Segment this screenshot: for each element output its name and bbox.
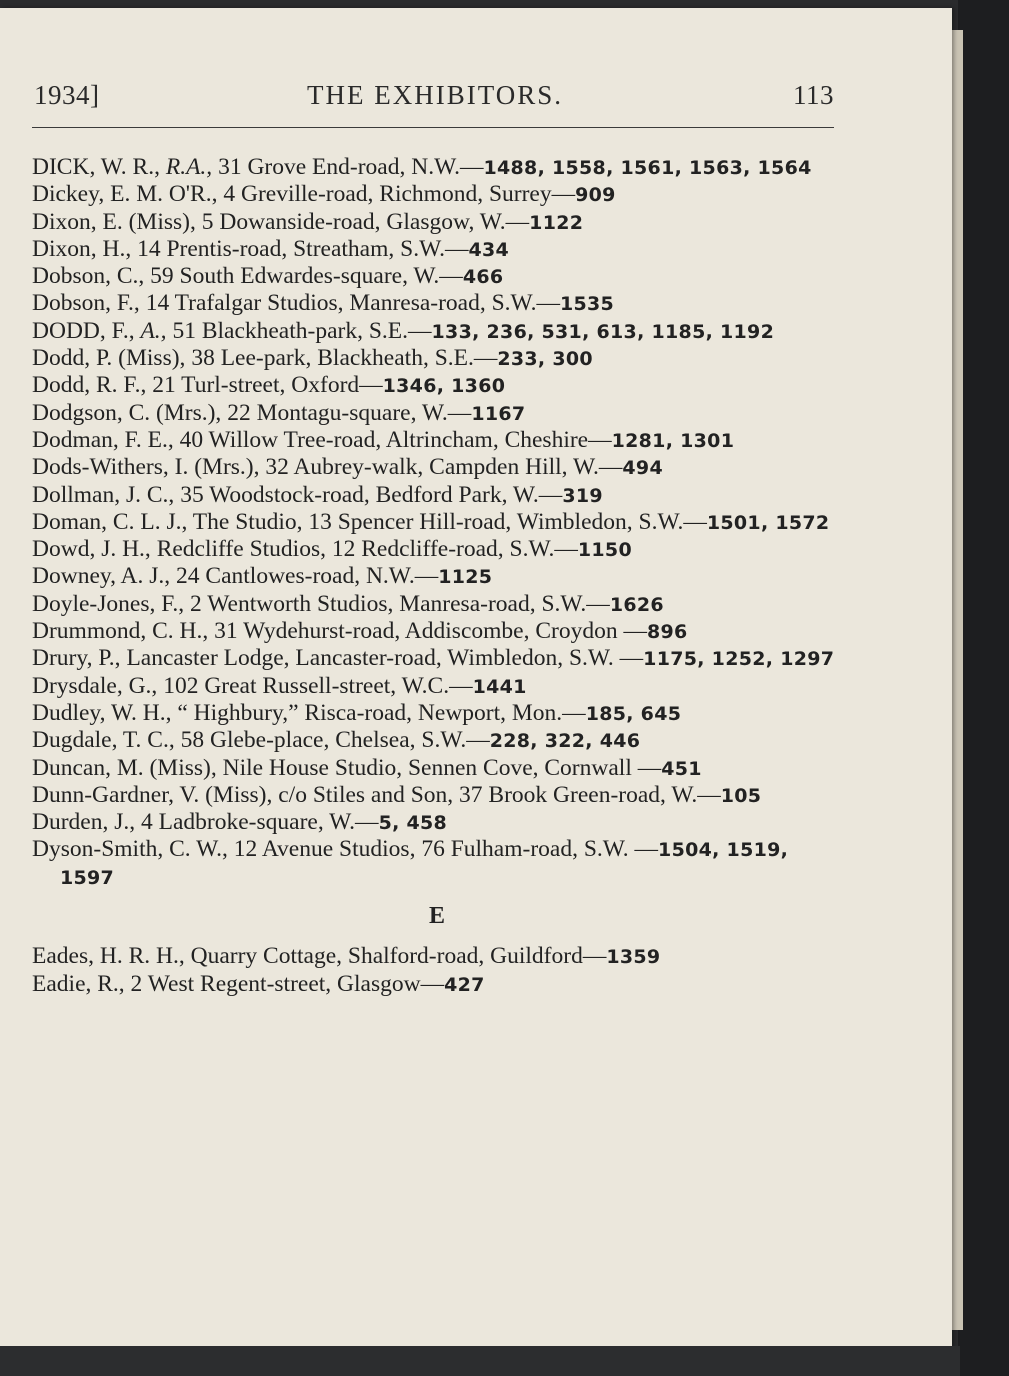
academy-title: R.A., [165,154,213,180]
catalogue-numbers: 434 [468,238,510,261]
exhibitor-name: Dixon, E. (Miss), [32,208,196,235]
exhibitor-address: 59 South Edwardes-square, W.— [144,263,463,290]
exhibitor-entry [32,809,842,836]
exhibitor-entry [32,181,842,208]
entries-d [32,154,842,891]
exhibitor-entry [32,700,842,727]
catalogue-numbers: 1504, 1519, 1597 [60,839,789,889]
exhibitor-address: 102 Great Russell-street, W.C.— [157,672,473,699]
exhibitor-name: Dunn-Gardner, V. (Miss), [32,781,273,808]
exhibitor-address: “ Highbury,” Risca-road, Newport, Mon.— [171,699,586,726]
entries-e [32,943,842,998]
exhibitor-address: 12 Avenue Studios, 76 Fulham-road, S.W. — [227,836,659,863]
exhibitor-name: Duncan, M. (Miss), [32,754,217,781]
exhibitor-name: Dodd, R. F., [32,372,147,399]
exhibitor-name: Dudley, W. H., [32,699,172,726]
exhibitor-entry [32,782,842,809]
exhibitor-address: 51 Blackheath-park, S.E.— [166,317,432,344]
exhibitor-address: Nile House Studio, Sennen Cove, Cornwall — [216,754,662,781]
exhibitor-entry [32,645,842,672]
exhibitor-address: 14 Trafalgar Studios, Manresa-road, S.W.— [139,290,560,317]
exhibitor-entry [32,536,842,563]
exhibitor-name: Dobson, F., [32,290,140,317]
exhibitor-address: 4 Ladbroke-square, W.— [135,809,379,836]
exhibitor-name: Dodd, P. (Miss), [32,345,186,372]
catalogue-numbers: 1488, 1558, 1561, 1563, 1564 [483,157,812,179]
exhibitor-entry [32,372,842,399]
catalogue-numbers: 896 [646,621,688,644]
exhibitor-entry [32,673,842,700]
catalogue-numbers: 451 [661,757,702,780]
exhibitor-entry [32,154,842,181]
exhibitor-address: 2 West Regent-street, Glasgow— [124,970,445,997]
exhibitor-address: Quarry Cottage, Shalford-road, Guildford— [184,943,607,970]
exhibitor-entry [32,943,842,970]
catalogue-numbers: 1535 [559,293,615,316]
backdrop [958,0,1009,1376]
catalogue-numbers: 1626 [609,593,664,616]
exhibitor-address: 5 Dowanside-road, Glasgow, W.— [195,208,530,235]
exhibitor-entry [32,345,842,372]
catalogue-numbers: 1150 [577,539,632,562]
catalogue-numbers: 909 [575,184,616,207]
section-heading: E [428,903,445,930]
backdrop-bottom [0,1346,960,1376]
catalogue-numbers: 1175, 1252, 1297 [643,648,835,671]
exhibitor-name: Dods-Withers, I. (Mrs.), [32,454,260,481]
catalogue-numbers: 133, 236, 531, 613, 1185, 1192 [431,320,775,343]
exhibitor-entry [32,400,842,427]
exhibitor-address: Redcliffe Studios, 12 Redcliffe-road, S.W.— [150,536,578,563]
catalogue-numbers: 319 [562,484,603,507]
exhibitor-name: Eades, H. R. H., [32,943,185,970]
exhibitor-name: Drysdale, G., [32,672,158,699]
catalogue-numbers: 1281, 1301 [611,429,735,452]
exhibitor-entry [32,727,842,754]
exhibitor-name: Eadie, R., [32,970,125,997]
catalogue-numbers: 1167 [471,402,526,425]
exhibitor-entry [32,290,842,317]
exhibitor-name: DODD, F., [32,317,135,344]
exhibitor-address: c/o Stiles and Son, 37 Brook Green-road, W.— [272,781,721,808]
exhibitor-entry [32,509,842,536]
exhibitor-entry [32,209,842,236]
exhibitor-address: 21 Turl-street, Oxford— [146,372,383,399]
academy-title: A., [140,317,167,344]
exhibitor-address: 32 Aubrey-walk, Campden Hill, W.— [259,454,623,481]
catalogue-numbers: 1346, 1360 [382,375,506,398]
catalogue-numbers: 1501, 1572 [706,511,830,534]
header-year: 1934] [34,80,100,110]
catalogue-numbers: 185, 645 [585,702,682,725]
exhibitor-address: 35 Woodstock-road, Bedford Park, W.— [174,481,563,508]
exhibitor-address: Lancaster Lodge, Lancaster-road, Wimbledon, S.W. — [120,645,644,672]
exhibitor-entry [32,482,842,509]
exhibitor-name: Drury, P., [32,645,121,672]
exhibitor-address: 2 Wentworth Studios, Manresa-road, S.W.— [184,590,610,617]
exhibitor-address: 14 Prentis-road, Streatham, S.W.— [131,235,469,262]
exhibitor-address: 31 Grove End-road, N.W.— [212,154,484,180]
exhibitor-name: Dugdale, T. C., [32,727,175,754]
exhibitor-address: 24 Cantlowes-road, N.W.— [170,563,439,590]
exhibitor-entry [32,836,842,891]
running-header [32,80,838,114]
exhibitor-name: Dobson, C., [32,263,145,290]
catalogue-numbers: 466 [462,266,504,289]
catalogue-numbers: 1125 [438,566,493,589]
page-number: 113 [793,80,834,110]
exhibitor-entry [32,563,842,590]
exhibitor-name: Dollman, J. C., [32,481,175,508]
exhibitor-name: Drummond, C. H., [32,618,209,645]
exhibitor-name: Dixon, H., [32,235,132,262]
exhibitor-entry [32,755,842,782]
exhibitor-entry [32,427,842,454]
exhibitor-address: 58 Glebe-place, Chelsea, S.W.— [174,727,490,754]
exhibitor-entry [32,263,842,290]
exhibitor-name: Dodgson, C. (Mrs.), [32,399,222,426]
exhibitor-entry [32,971,842,998]
catalogue-numbers: 1441 [472,675,527,698]
exhibitor-address: 31 Wydehurst-road, Addiscombe, Croydon — [208,618,647,645]
catalogue-numbers: 5, 458 [378,812,448,835]
exhibitor-entry [32,318,842,345]
header-rule [32,127,834,128]
exhibitor-name: Doyle-Jones, F., [32,590,185,617]
exhibitor-name: Dyson-Smith, C. W., [32,836,228,863]
exhibitor-list [32,154,842,998]
exhibitor-address: The Studio, 13 Spencer Hill-road, Wimbledon, S.W.— [187,508,707,535]
exhibitor-name: Dickey, E. M. O'R., [32,181,218,208]
exhibitor-entry [32,591,842,618]
catalogue-numbers: 494 [622,457,663,480]
exhibitor-address: 22 Montagu-square, W.— [221,399,472,426]
exhibitor-name: DICK, W. R., [32,154,160,180]
catalogue-numbers: 105 [720,784,762,807]
exhibitor-name: Doman, C. L. J., [32,508,188,535]
exhibitor-address: 38 Lee-park, Blackheath, S.E.— [185,345,498,372]
header-title: THE EXHIBITORS. [307,80,563,110]
catalogue-numbers: 427 [444,973,485,996]
catalogue-numbers: 228, 322, 446 [489,730,641,753]
exhibitor-name: Durden, J., [32,809,136,836]
exhibitor-entry [32,618,842,645]
exhibitor-name: Downey, A. J., [32,563,171,590]
exhibitor-name: Dodman, F. E., [32,426,174,453]
exhibitor-name: Dowd, J. H., [32,536,151,563]
exhibitor-entry [32,236,842,263]
catalogue-numbers: 1122 [529,211,584,234]
exhibitor-address: 4 Greville-road, Richmond, Surrey— [217,181,576,208]
catalogue-numbers: 233, 300 [497,348,593,371]
catalogue-numbers: 1359 [606,946,661,969]
exhibitor-address: 40 Willow Tree-road, Altrincham, Cheshire— [173,426,612,453]
exhibitor-entry [32,454,842,481]
